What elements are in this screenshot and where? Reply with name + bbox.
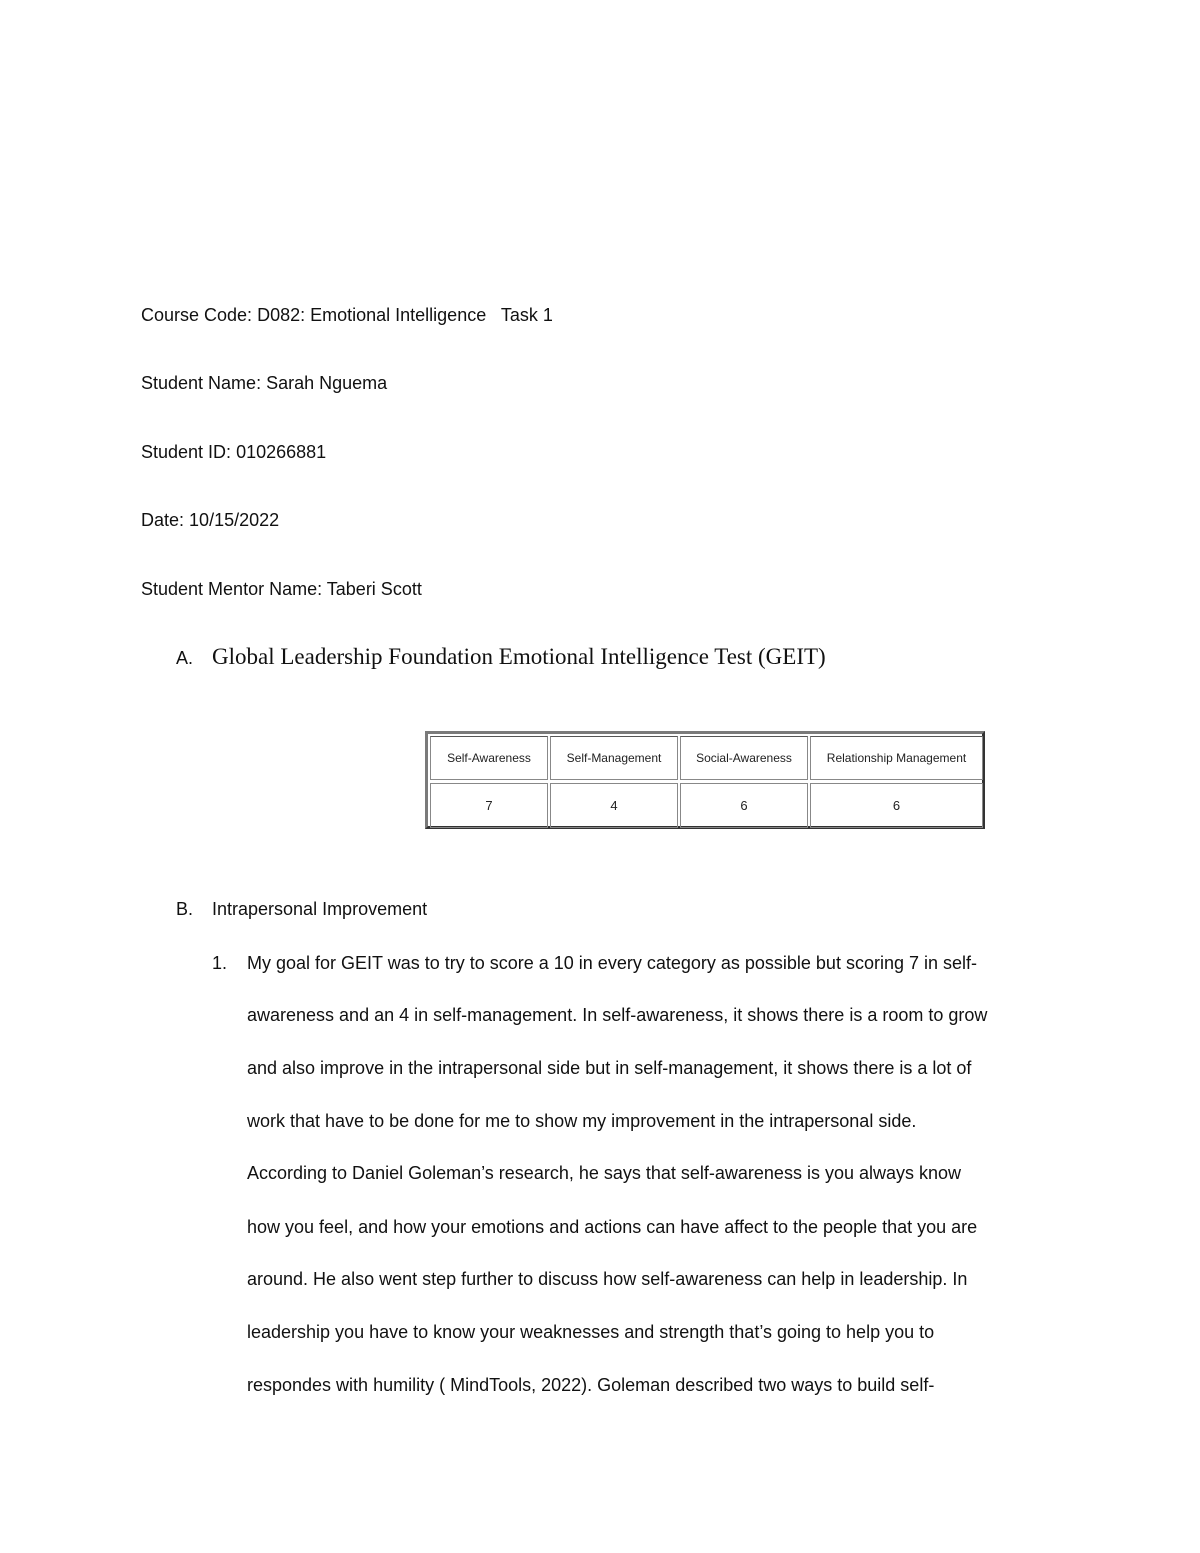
course-code-label: Course Code: [141,305,253,325]
geit-score-table [425,731,985,829]
date-value: 10/15/2022 [189,510,280,530]
paragraph-line: work that have to be done for me to show my improvement in the intrapersonal side. [247,1111,917,1131]
section-a-title: Global Leadership Foundation Emotional Intelligence Test (GEIT) [212,644,826,669]
paragraph-line: how you feel, and how your emotions and actions can have affect to the people that you are [247,1217,978,1237]
course-code-value: D082: Emotional Intelligence Task 1 [257,305,553,325]
mentor-label: Student Mentor Name: [141,579,323,599]
table-value-cell: 6 [810,783,983,828]
table-header-cell: Self-Awareness [430,736,548,780]
section-b-marker: B. [176,899,194,919]
student-id-value: 010266881 [236,442,327,462]
table-value-cell: 7 [430,783,548,828]
paragraph-line: around. He also went step further to discuss how self-awareness can help in leadership. In [247,1269,968,1289]
mentor-line [141,577,422,601]
date-label: Date: [141,510,185,530]
paragraph-line: and also improve in the intrapersonal side but in self-management, it shows there is a lot of [247,1058,972,1078]
table-value-cell: 6 [680,783,808,828]
list-item-number: 1. [212,953,228,973]
paragraph-line: leadership you have to know your weaknesses and strength that’s going to help you to [247,1322,935,1342]
course-code-line [141,303,553,327]
paragraph-line: respondes with humility ( MindTools, 2022). Goleman described two ways to build self- [247,1375,935,1395]
student-name-line [141,371,387,395]
paragraph-line: According to Daniel Goleman’s research, he says that self-awareness is you always know [247,1163,962,1183]
mentor-value: Taberi Scott [326,579,422,599]
section-b-title: Intrapersonal Improvement [212,899,428,919]
section-a-marker: A. [176,648,194,668]
paragraph-line: awareness and an 4 in self-management. In self-awareness, it shows there is a room to grow [247,1005,988,1025]
student-name-value: Sarah Nguema [266,373,388,393]
student-id-line [141,440,326,464]
student-name-label: Student Name: [141,373,262,393]
table-header-cell: Relationship Management [810,736,983,780]
table-value-cell: 4 [550,783,678,828]
student-id-label: Student ID: [141,442,232,462]
table-header-cell: Self-Management [550,736,678,780]
date-line [141,508,279,532]
table-header-cell: Social-Awareness [680,736,808,780]
paragraph-line: My goal for GEIT was to try to score a 10 in every category as possible but scoring 7 in self- [247,953,977,973]
